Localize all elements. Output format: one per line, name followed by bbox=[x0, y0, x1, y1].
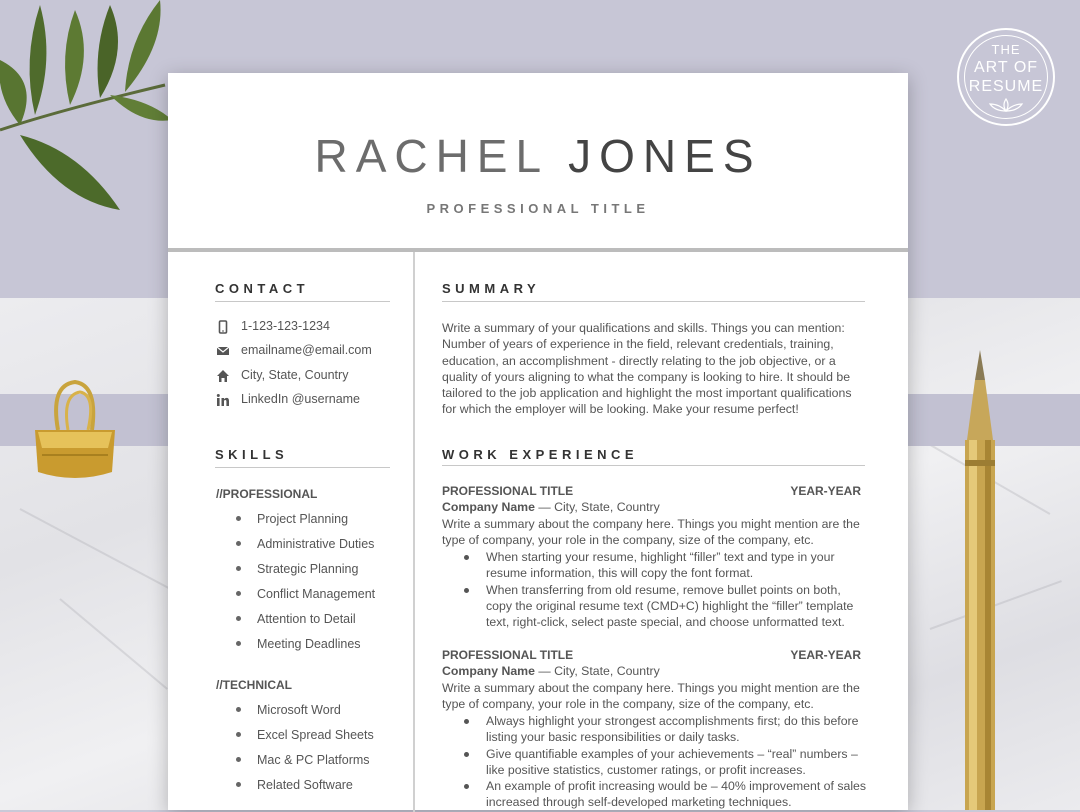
skill-item: Mac & PC Platforms bbox=[236, 753, 370, 767]
job-bullet: Always highlight your strongest accomplishments first; do this before listing your basic responsibilities or daily tasks. bbox=[442, 713, 867, 746]
location-text: City, State, Country bbox=[241, 368, 349, 382]
job-bullet: When transferring from old resume, remove bullet points on both, copy the original resume text (CMD+C) highlight the “filler” template text, right-click, select paste special, and choose unformatted text. bbox=[442, 582, 867, 631]
professional-title: PROFESSIONAL TITLE bbox=[426, 201, 650, 216]
header-divider bbox=[168, 248, 908, 252]
job-title: PROFESSIONAL TITLE bbox=[442, 648, 574, 662]
job-bullets bbox=[442, 549, 867, 630]
summary-divider bbox=[442, 301, 865, 302]
skills-divider bbox=[215, 467, 390, 468]
resume-header bbox=[168, 73, 908, 249]
job-bullet: An example of profit increasing would be – 40% improvement of sales increased through self-developed marketing techniques. bbox=[442, 778, 867, 811]
contact-heading: CONTACT bbox=[215, 281, 310, 296]
skill-item: Project Planning bbox=[236, 512, 348, 526]
skill-item: Excel Spread Sheets bbox=[236, 728, 374, 742]
home-icon bbox=[216, 369, 230, 383]
candidate-name bbox=[168, 129, 908, 183]
skill-item: Conflict Management bbox=[236, 587, 375, 601]
binder-clip-image bbox=[30, 380, 120, 490]
olive-branch-image bbox=[0, 0, 175, 220]
lotus-icon bbox=[987, 98, 1025, 112]
skill-item: Microsoft Word bbox=[236, 703, 341, 717]
last-name: JONES bbox=[568, 130, 762, 182]
logo-line-1: THE bbox=[991, 42, 1021, 57]
job-title: PROFESSIONAL TITLE bbox=[442, 484, 574, 498]
email-icon bbox=[216, 344, 230, 358]
resume-page bbox=[168, 73, 908, 810]
contact-divider bbox=[215, 301, 390, 302]
skill-item: Attention to Detail bbox=[236, 612, 356, 626]
technical-skills-heading: //TECHNICAL bbox=[216, 678, 292, 692]
summary-text: Write a summary of your qualifications and skills. Things you can mention: Number of years of experience in the field, relevant credentials, training, education, an accomplishment - directly relating to the job objective, or a quality of yours aligning to what the company is looking to hire. It should be tailored to the job application and highlight the most important qualifications for which the employer will be looking. Make your resume perfect! bbox=[442, 321, 852, 417]
job-bullets bbox=[442, 713, 867, 811]
job-company: Company Name — City, State, Country bbox=[442, 664, 660, 678]
gold-pen-image bbox=[955, 350, 1005, 810]
phone-icon bbox=[216, 320, 230, 334]
job-description: Write a summary about the company here. Things you might mention are the type of company, your role in the company, size of the company, etc. bbox=[442, 517, 860, 548]
job-years: YEAR-YEAR bbox=[790, 648, 861, 662]
linkedin-text: LinkedIn @username bbox=[241, 392, 361, 406]
job-company: Company Name — City, State, Country bbox=[442, 500, 660, 514]
skill-item: Related Software bbox=[236, 778, 353, 792]
skills-heading: SKILLS bbox=[215, 447, 289, 462]
work-experience-divider bbox=[442, 465, 865, 466]
skill-item: Administrative Duties bbox=[236, 537, 374, 551]
linkedin-icon bbox=[216, 393, 230, 407]
work-experience-heading: WORK EXPERIENCE bbox=[442, 447, 639, 462]
first-name: RACHEL bbox=[314, 130, 548, 182]
art-of-resume-logo bbox=[957, 28, 1055, 126]
job-bullet: Give quantifiable examples of your achievements – “real” numbers – like positive statistics, customer ratings, or profit increases. bbox=[442, 746, 867, 779]
phone-text: 1-123-123-1234 bbox=[241, 319, 330, 333]
skill-item: Strategic Planning bbox=[236, 562, 358, 576]
logo-line-3: RESUME bbox=[968, 78, 1044, 95]
email-text: emailname@email.com bbox=[241, 343, 372, 357]
job-description: Write a summary about the company here. Things you might mention are the type of company, your role in the company, size of the company, etc. bbox=[442, 681, 860, 712]
skill-item: Meeting Deadlines bbox=[236, 637, 361, 651]
job-bullet: When starting your resume, highlight “filler” text and type in your resume information, this will copy the font format. bbox=[442, 549, 867, 582]
job-years: YEAR-YEAR bbox=[790, 484, 861, 498]
column-divider bbox=[413, 252, 415, 812]
professional-skills-heading: //PROFESSIONAL bbox=[216, 487, 318, 501]
logo-line-2: ART OF bbox=[973, 59, 1039, 76]
summary-heading: SUMMARY bbox=[442, 281, 541, 296]
